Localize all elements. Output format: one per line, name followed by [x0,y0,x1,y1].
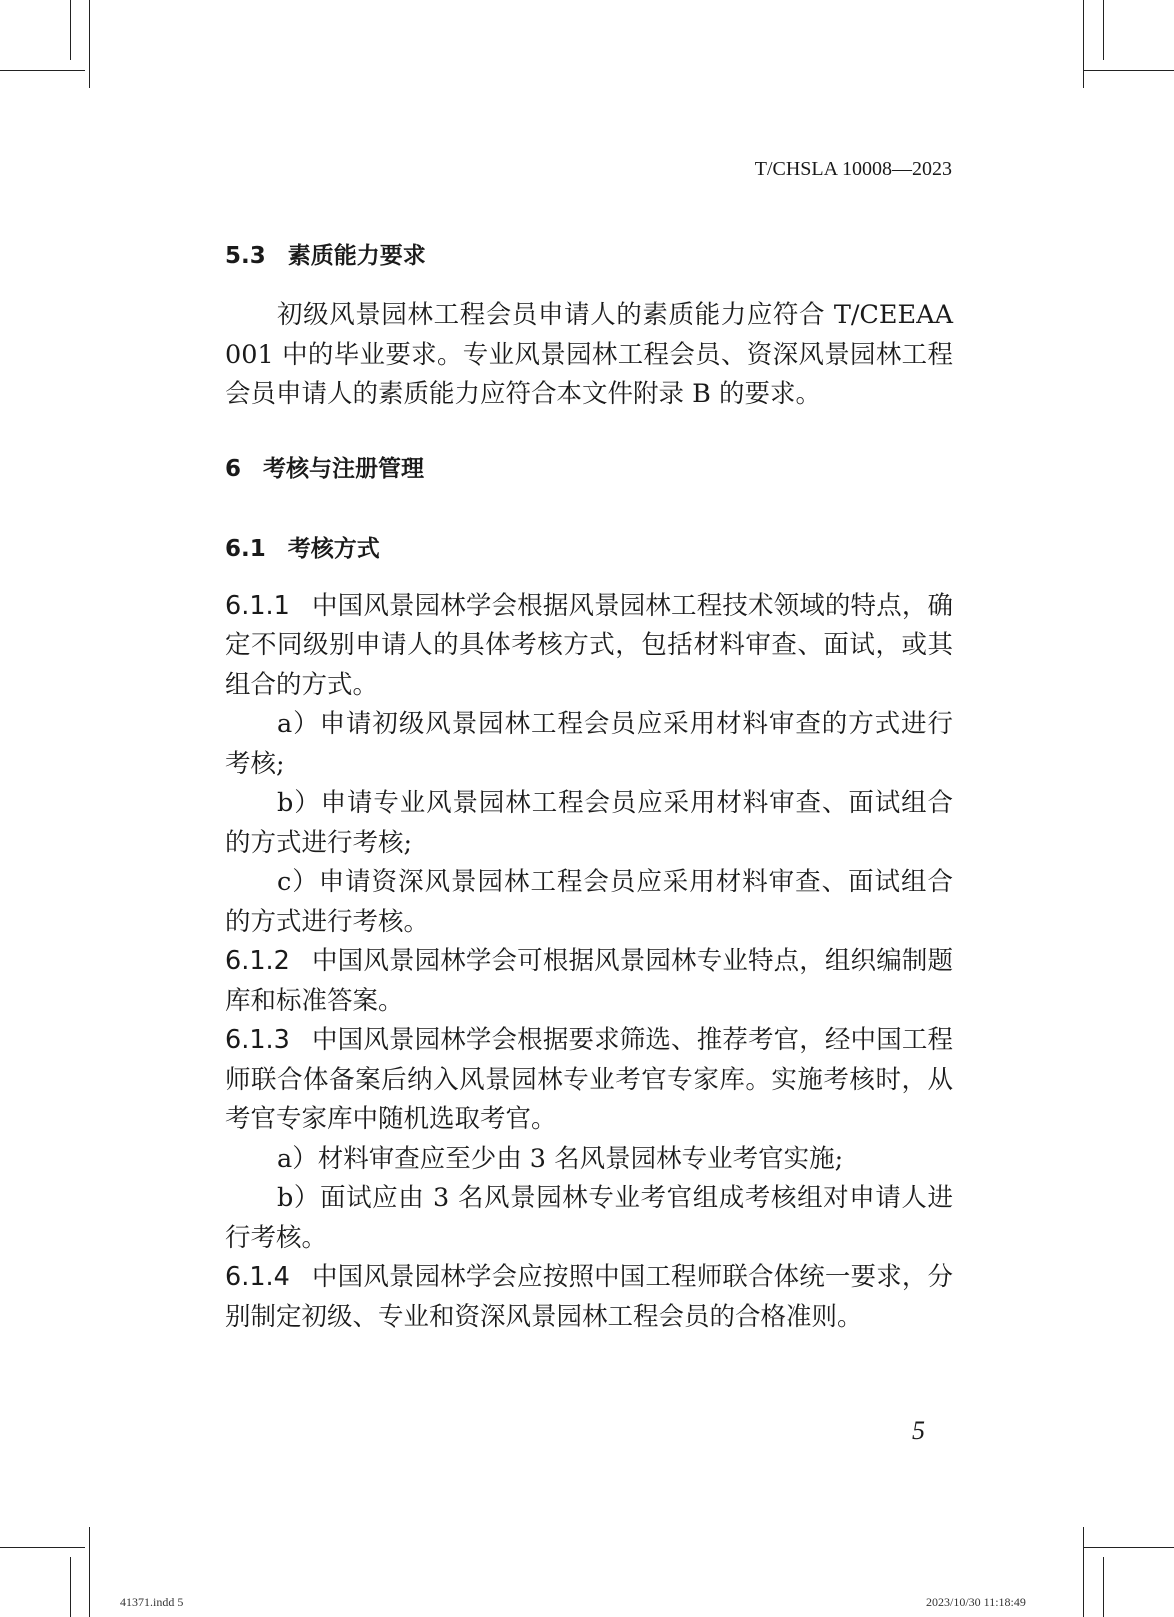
clause-number: 6.1.3 [225,1025,290,1055]
clause-6-1-3 [225,1021,953,1140]
clause-text: 中国风景园林学会根据风景园林工程技术领域的特点，确定不同级别申请人的具体考核方式，包括材料审查、面试，或其组合的方式。 [225,590,953,700]
section-number: 6 [225,455,242,482]
page-number: 5 [912,1416,925,1445]
section-title: 考核方式 [287,535,380,562]
section-heading-5-3 [225,236,953,276]
clause-6-1-4 [225,1258,953,1337]
clause-text: 中国风景园林学会根据要求筛选、推荐考官，经中国工程师联合体备案后纳入风景园林专业考官专家库。实施考核时，从考官专家库中随机选取考官。 [225,1025,953,1134]
document-code: T/CHSLA 10008—2023 [754,158,952,180]
list-item: a）申请初级风景园林工程会员应采用材料审查的方式进行考核; [225,709,953,779]
clause-6-1-1 [225,587,953,706]
list-item: b）申请专业风景园林工程会员应采用材料审查、面试组合的方式进行考核; [225,788,953,858]
clause-number: 6.1.2 [225,946,290,976]
footer-file: 41371.indd 5 [120,1595,184,1609]
section-number: 6.1 [225,535,266,562]
clause-text: 中国风景园林学会可根据风景园林专业特点，组织编制题库和标准答案。 [225,946,953,1016]
section-title: 素质能力要求 [287,243,426,269]
section-heading-6 [225,449,953,489]
footer-timestamp: 2023/10/30 11:18:49 [926,1595,1026,1609]
clause-number: 6.1.4 [225,1262,290,1292]
section-heading-6-1 [225,529,953,569]
section-title: 考核与注册管理 [263,455,425,482]
clause-6-1-2 [225,942,953,1021]
list-item: c）申请资深风景园林工程会员应采用材料审查、面试组合的方式进行考核。 [225,867,953,937]
page-content [225,236,953,1337]
clause-text: 中国风景园林学会应按照中国工程师联合体统一要求，分别制定初级、专业和资深风景园林工程会员的合格准则。 [225,1262,953,1332]
clause-number: 6.1.1 [225,590,290,621]
list-item: a）材料审查应至少由 3 名风景园林专业考官实施; [277,1143,844,1174]
list-item: b）面试应由 3 名风景园林专业考官组成考核组对申请人进行考核。 [225,1183,953,1253]
paragraph-5-3: 初级风景园林工程会员申请人的素质能力应符合 T/CEEAA 001 中的毕业要求。专业风景园林工程会员、资深风景园林工程会员申请人的素质能力应符合本文件附录 B 的要求。 [225,300,953,409]
section-number: 5.3 [225,243,266,269]
